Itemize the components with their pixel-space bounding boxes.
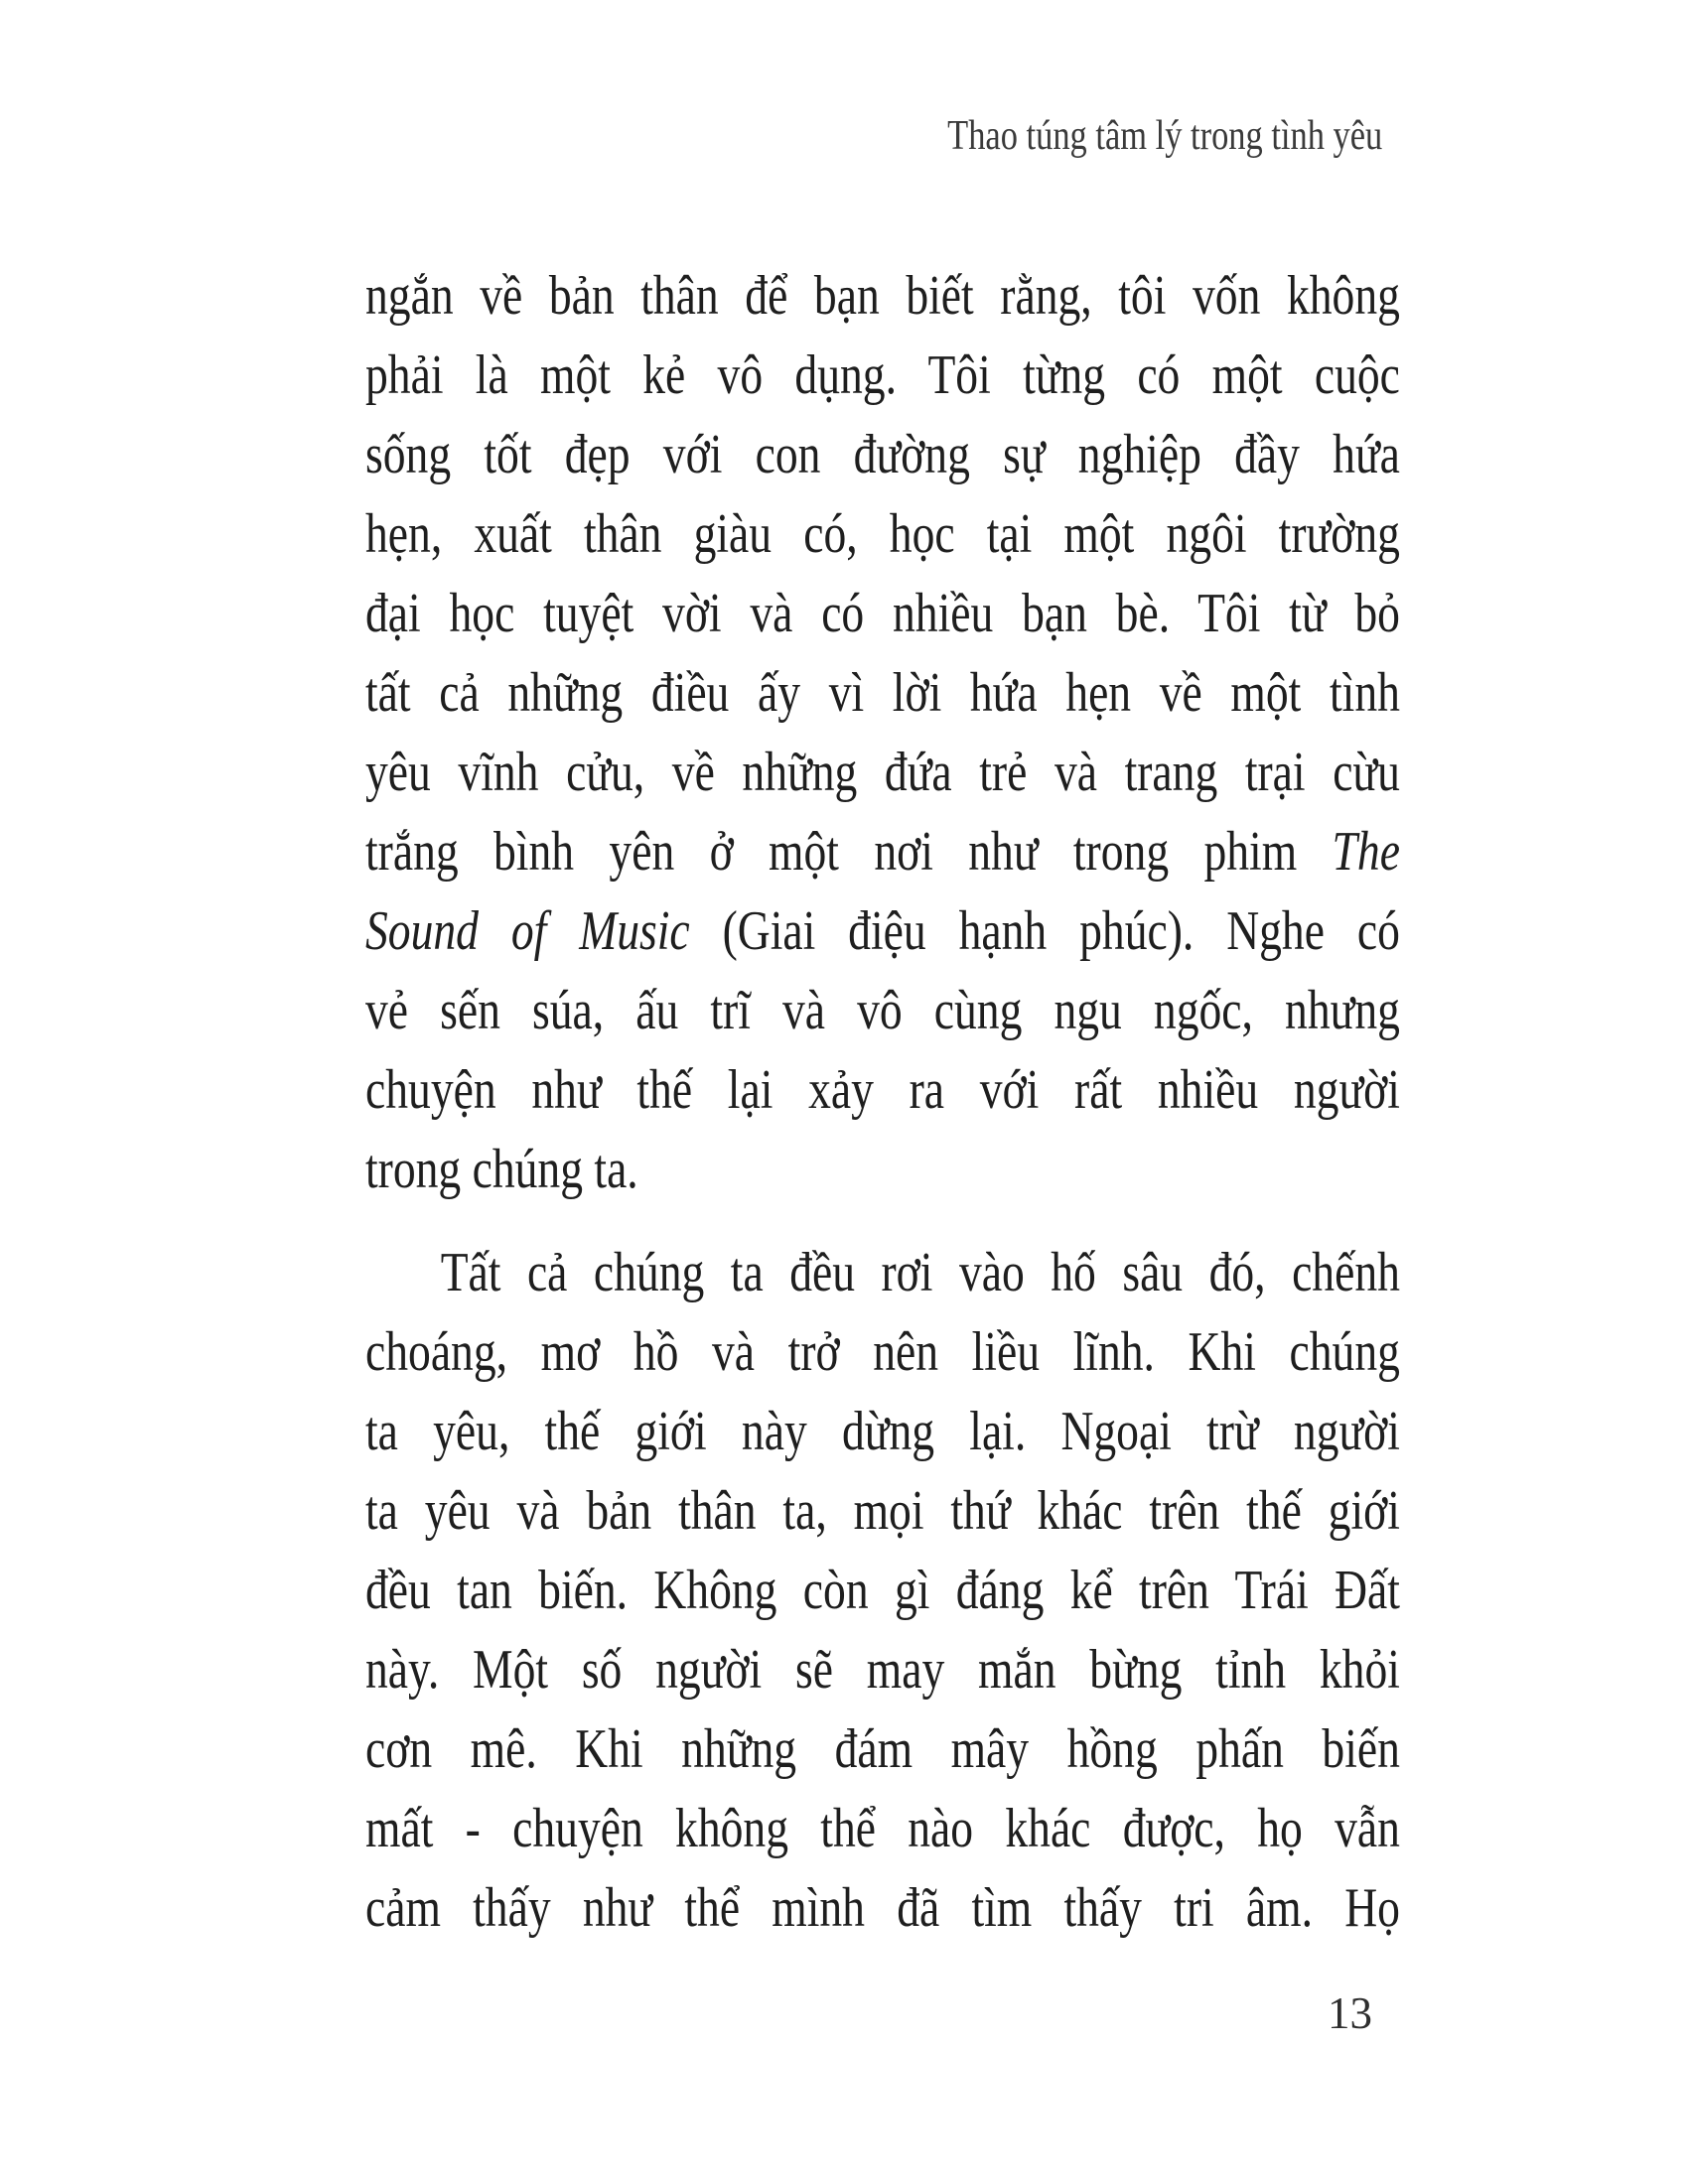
text-line: chuyện như thế lại xảy ra với rất nhiều người bbox=[365, 1059, 1400, 1121]
text-line: tất cả những điều ấy vì lời hứa hẹn về một tình bbox=[365, 662, 1400, 724]
text-line: ta yêu và bản thân ta, mọi thứ khác trên thế giới bbox=[365, 1480, 1400, 1542]
paragraph-2 bbox=[365, 1233, 1400, 1948]
text-segment: (Giai điệu hạnh phúc). Nghe có bbox=[689, 900, 1400, 962]
text-line: đều tan biến. Không còn gì đáng kể trên Trái Đất bbox=[365, 1560, 1400, 1621]
body-text bbox=[365, 256, 1400, 1948]
text-line bbox=[365, 891, 1400, 971]
movie-title-text: The bbox=[1332, 821, 1400, 883]
text-line: hẹn, xuất thân giàu có, học tại một ngôi trường bbox=[365, 503, 1400, 565]
text-line: đại học tuyệt vời và có nhiều bạn bè. Tôi từ bỏ bbox=[365, 583, 1400, 644]
text-line: phải là một kẻ vô dụng. Tôi từng có một cuộc bbox=[365, 344, 1400, 406]
text-line: trong chúng ta. bbox=[365, 1139, 638, 1200]
text-line: cảm thấy như thể mình đã tìm thấy tri âm. Họ bbox=[365, 1877, 1400, 1939]
text-line: cơn mê. Khi những đám mây hồng phấn biến bbox=[365, 1718, 1400, 1780]
movie-title-text: Sound of Music bbox=[365, 900, 690, 962]
text-line: ngắn về bản thân để bạn biết rằng, tôi vốn không bbox=[365, 265, 1400, 327]
text-line: mất - chuyện không thể nào khác được, họ vẫn bbox=[365, 1798, 1400, 1859]
text-line: vẻ sến súa, ấu trĩ và vô cùng ngu ngốc, nhưng bbox=[365, 980, 1400, 1041]
text-line: choáng, mơ hồ và trở nên liều lĩnh. Khi chúng bbox=[365, 1321, 1400, 1383]
text-line: này. Một số người sẽ may mắn bừng tỉnh khỏi bbox=[365, 1639, 1400, 1701]
text-segment: trắng bình yên ở một nơi như trong phim bbox=[365, 821, 1333, 883]
text-line: yêu vĩnh cửu, về những đứa trẻ và trang trại cừu bbox=[365, 742, 1400, 803]
text-line: ta yêu, thế giới này dừng lại. Ngoại trừ người bbox=[365, 1401, 1400, 1462]
text-line: sống tốt đẹp với con đường sự nghiệp đầy hứa bbox=[365, 424, 1400, 485]
running-head: Thao túng tâm lý trong tình yêu bbox=[946, 113, 1382, 159]
text-line bbox=[365, 812, 1400, 891]
page-number: 13 bbox=[1328, 1988, 1372, 2038]
paragraph-1 bbox=[365, 256, 1400, 1209]
text-line: Tất cả chúng ta đều rơi vào hố sâu đó, chếnh bbox=[440, 1242, 1400, 1303]
